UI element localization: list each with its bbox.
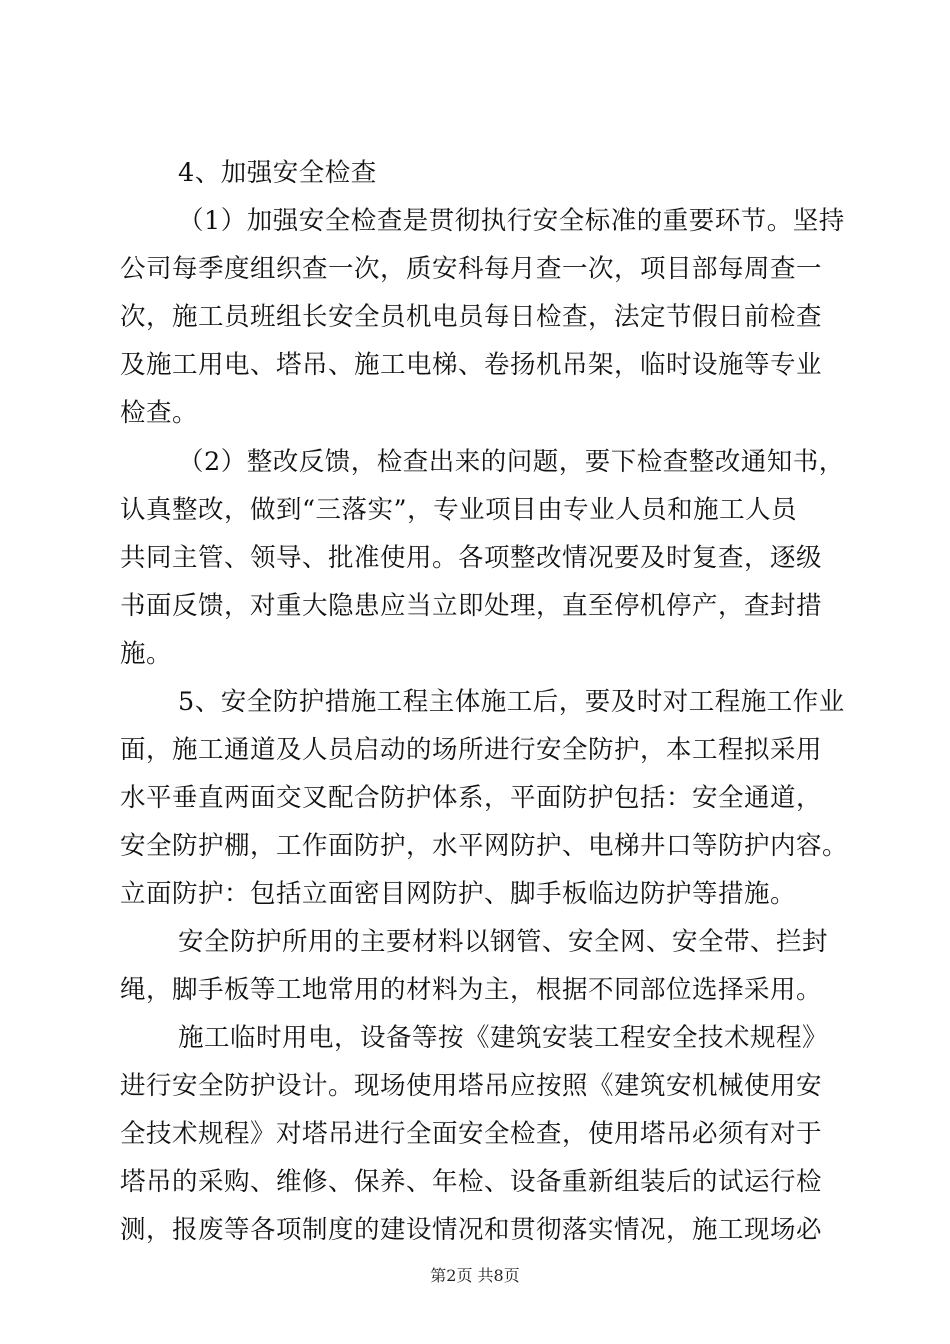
text-line: 认真整改，做到“三落实”，专业项目由专业人员和施工人员 xyxy=(120,495,798,525)
text-line: 进行安全防护设计。现场使用塔吊应按照《建筑安机械使用安 xyxy=(120,1071,823,1101)
text-line: 共同主管、领导、批准使用。各项整改情况要及时复查，逐级 xyxy=(120,543,823,573)
text-line: 书面反馈，对重大隐患应当立即处理，直至停机停产，查封措 xyxy=(120,591,823,621)
text-line: 施工临时用电，设备等按《建筑安装工程安全技术规程》 xyxy=(178,1023,829,1053)
text-line: 测，报废等各项制度的建设情况和贯彻落实情况，施工现场必 xyxy=(120,1215,823,1245)
text-line: 4、加强安全检查 xyxy=(178,158,377,188)
text-line: 全技术规程》对塔吊进行全面安全检查，使用塔吊必须有对于 xyxy=(120,1119,823,1149)
text-line: 塔吊的采购、维修、保养、年检、设备重新组装后的试运行检 xyxy=(120,1167,823,1197)
text-line: 及施工用电、塔吊、施工电梯、卷扬机吊架，临时设施等专业 xyxy=(120,350,823,380)
page-number: 第2页 共8页 xyxy=(430,1266,520,1285)
text-line: 施。 xyxy=(120,639,173,669)
text-line: 立面防护：包括立面密目网防护、脚手板临边防护等措施。 xyxy=(120,879,797,909)
text-line: 绳，脚手板等工地常用的材料为主，根据不同部位选择采用。 xyxy=(120,975,823,1005)
text-line: 公司每季度组织查一次，质安科每月查一次，项目部每周查一 xyxy=(120,254,823,284)
text-line: 检查。 xyxy=(120,398,199,428)
text-line: （2）整改反馈，检查出来的问题，要下检查整改通知书， xyxy=(178,447,845,477)
text-line: 面，施工通道及人员启动的场所进行安全防护，本工程拟采用 xyxy=(120,735,823,765)
text-line: 次，施工员班组长安全员机电员每日检查，法定节假日前检查 xyxy=(120,302,823,332)
text-line: 水平垂直两面交叉配合防护体系，平面防护包括：安全通道， xyxy=(120,783,823,813)
text-line: 安全防护棚，工作面防护，水平网防护、电梯井口等防护内容。 xyxy=(120,831,849,861)
text-line: （1）加强安全检查是贯彻执行安全标准的重要环节。坚持 xyxy=(178,206,845,236)
text-line: 5、安全防护措施工程主体施工后，要及时对工程施工作业 xyxy=(178,687,845,717)
text-line: 安全防护所用的主要材料以钢管、安全网、安全带、拦封 xyxy=(178,927,829,957)
